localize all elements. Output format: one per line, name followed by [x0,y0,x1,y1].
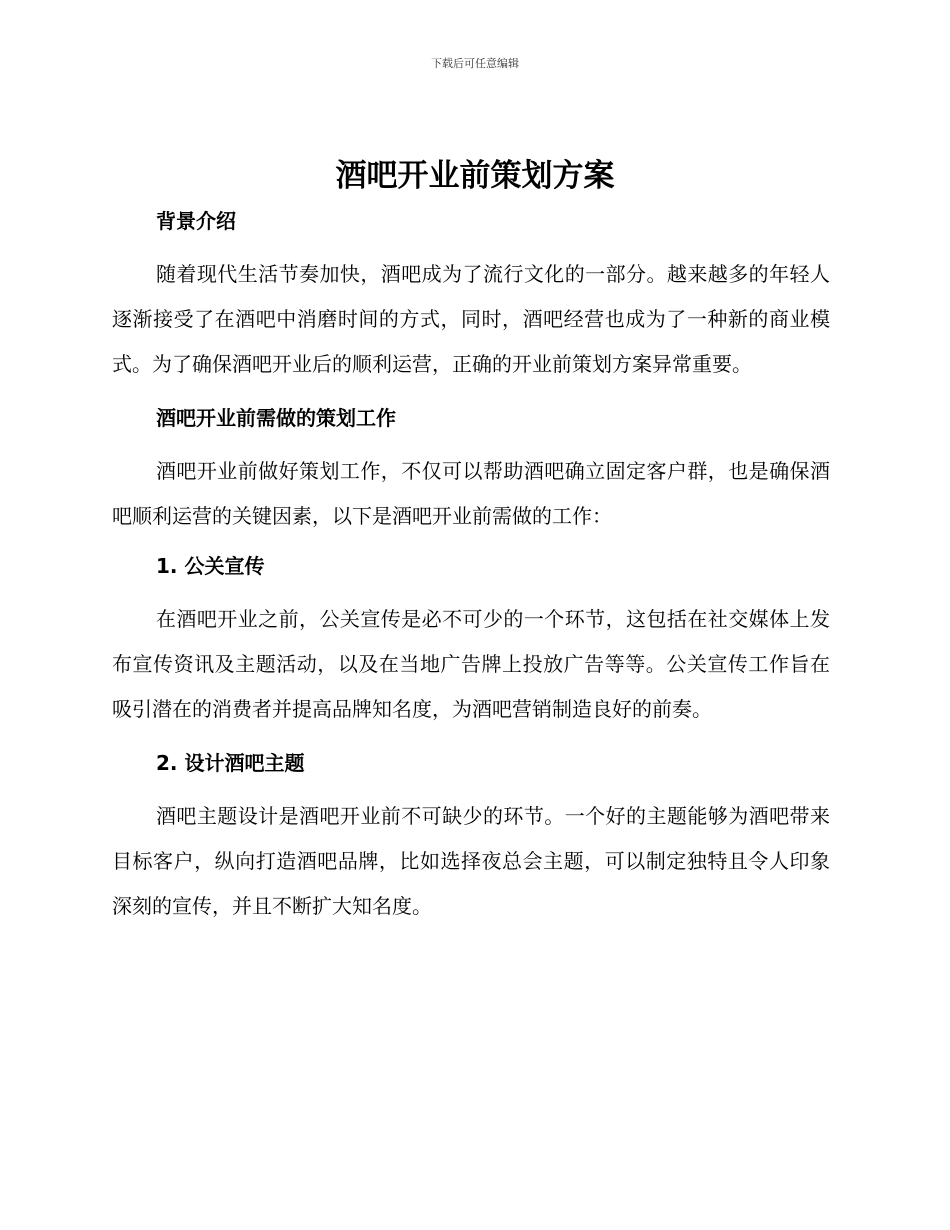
header-note: 下载后可任意编辑 [431,57,519,70]
section-heading-theme-design: 2. 设计酒吧主题 [156,751,305,775]
document-body [112,202,830,929]
paragraph-planning: 酒吧开业前做好策划工作，不仅可以帮助酒吧确立固定客户群，也是确保酒吧顺利运营的关键因素，以下是酒吧开业前需做的工作： [112,459,830,528]
section-heading-planning: 酒吧开业前需做的策划工作 [156,406,396,430]
document-title: 酒吧开业前策划方案 [335,158,615,194]
paragraph-public-relations: 在酒吧开业之前，公关宣传是必不可少的一个环节，这包括在社交媒体上发布宣传资讯及主题活动，以及在当地广告牌上投放广告等等。公关宣传工作旨在吸引潜在的消费者并提高品牌知名度，为酒吧营销制造良好的前奏。 [112,607,830,721]
paragraph-background: 随着现代生活节奏加快，酒吧成为了流行文化的一部分。越来越多的年轻人逐渐接受了在酒吧中消磨时间的方式，同时，酒吧经营也成为了一种新的商业模式。为了确保酒吧开业后的顺利运营，正确的开业前策划方案异常重要。 [112,262,830,376]
section-heading-background: 背景介绍 [156,209,236,233]
paragraph-theme-design: 酒吧主题设计是酒吧开业前不可缺少的环节。一个好的主题能够为酒吧带来目标客户，纵向打造酒吧品牌，比如选择夜总会主题，可以制定独特且令人印象深刻的宣传，并且不断扩大知名度。 [112,804,830,918]
section-heading-public-relations: 1. 公关宣传 [156,554,265,578]
